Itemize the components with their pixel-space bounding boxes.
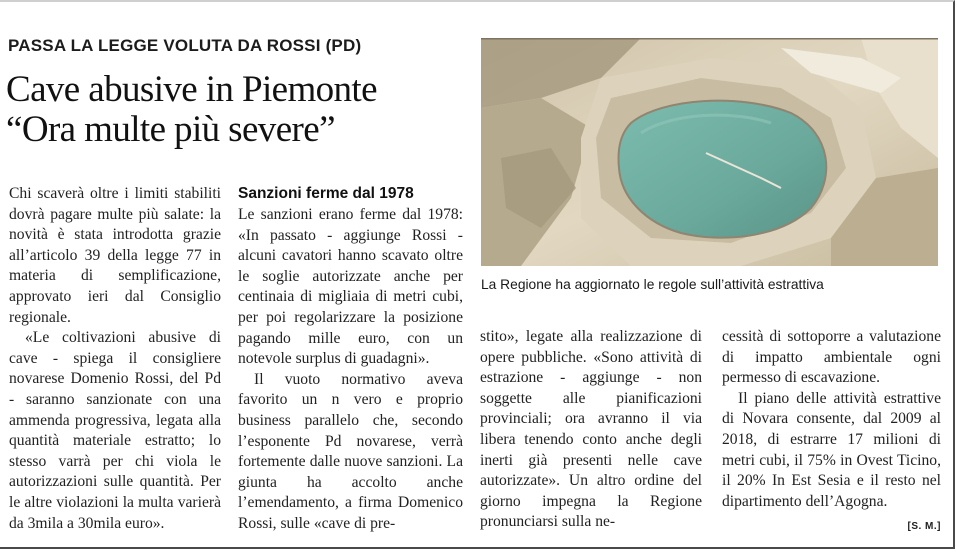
quarry-photo-illustration [481,38,938,266]
column-4 [722,327,941,538]
column-1 [9,184,221,534]
headline-line-2: “Ora multe più severe” [6,109,335,150]
paragraph: «Le coltivazioni abusive di cave - spiega il consigliere novarese Domenio Rossi, del Pd - saranno sanzionate con una ammenda progressiva, legata alla quantità materiale estratto; lo stesso varrà per chi viola le autorizzazioni sulle quantità. Per le altre violazioni la multa varierà da 3mila a 30mila euro». [9,329,221,532]
paragraph: Le sanzioni erano ferme dal 1978: «In passato - aggiunge Rossi - alcuni cavatori hanno scavato oltre le soglie autorizzate anche per centinaia di migliaia di metri cubi, per poi regolarizzare la posizione pagando mille euro, con un notevole surplus di guadagni». [238,206,463,368]
quarry-photo [481,38,938,266]
paragraph: Chi scaverà oltre i limiti stabiliti dovrà pagare multe più salate: la novità è stata introdotta grazie all’articolo 39 della legge 77 in materia di semplificazione, approvato ieri dal Consiglio regionale. [9,185,221,326]
paragraph: cessità di sottoporre a valutazione di impatto ambientale ogni permesso di escavazione. [722,328,941,387]
paragraph: Il piano delle attività estrattive di Novara consente, dal 2009 al 2018, di estrarre 17 milioni di metri cubi, il 75% in Ovest Ticino, il 20% In Est Sesia e il resto nel dipartimento dell’Agogna. [722,389,941,510]
paragraph: Il vuoto normativo aveva favorito un n vero e proprio business parallelo che, secondo l’esponente Pd novarese, verrà fortemente dalle nuove sanzioni. La giunta ha accolto anche l’emendamento, a firma Domenico Rossi, sulle «cave di pre- [238,370,463,532]
headline [6,70,476,150]
author-signature: [S. M.] [907,521,941,533]
paragraph: stito», legate alla realizzazione di opere pubbliche. «Sono attività di estrazione - aggiunge - non soggette alle pianificazioni provinciali; ora avranno il via libera tenendo conto anche degli inerti già presenti nelle cave autorizzate». Un altro ordine del giorno impegna la Regione pronunciarsi sulla ne- [480,328,702,531]
photo-caption: La Regione ha aggiornato le regole sull’attività estrattiva [481,277,824,292]
column-2 [238,184,463,535]
kicker: PASSA LA LEGGE VOLUTA DA ROSSI (PD) [8,36,362,55]
headline-line-1: Cave abusive in Piemonte [6,69,377,110]
column-3 [480,327,702,533]
subheading: Sanzioni ferme dal 1978 [238,185,414,202]
